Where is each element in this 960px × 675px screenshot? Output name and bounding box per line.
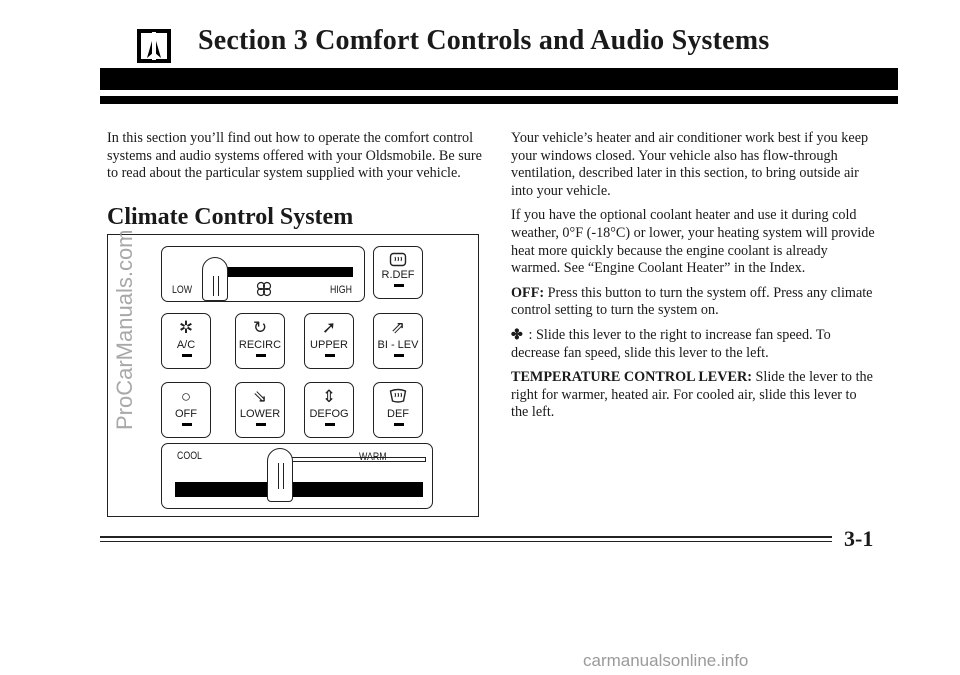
lower-vent-icon: ⇘ — [252, 387, 268, 406]
fan-icon: ✤ — [511, 326, 523, 343]
ventilation-paragraph: Your vehicle’s heater and air conditioner work best if you keep your windows closed. Your vehicle also has flow-through ventilation, described later in this section, to bring outside air into your vehicle. — [511, 130, 869, 199]
bilevel-icon: ⇗ — [390, 318, 406, 337]
footer-rule-thin — [100, 541, 832, 542]
coolant-heater-paragraph: If you have the optional coolant heater and use it during cold weather, 0°F (-18°C) or lower, your heating system will provide heat more quickly because the engine coolant is already warmed. See “Engine Coolant Heater” in the Index. — [511, 207, 875, 277]
section-title: Section 3 Comfort Controls and Audio Systems — [198, 25, 770, 56]
off-term: OFF: — [511, 284, 545, 301]
fan-description: : Slide this lever to the right to increase fan speed. To decrease fan speed, slide this lever to the left. — [511, 326, 831, 361]
rear-defrost-button[interactable] — [373, 246, 423, 299]
bilevel-button[interactable] — [373, 313, 423, 369]
defrost-icon — [389, 388, 407, 404]
fan-icon — [256, 281, 272, 297]
side-watermark: ProCarManuals.com — [112, 229, 137, 430]
defog-label: DEFOG — [309, 408, 349, 420]
recirc-button[interactable] — [235, 313, 285, 369]
temperature-term: TEMPERATURE CONTROL LEVER: — [511, 369, 752, 386]
page-number: 3-1 — [844, 526, 874, 551]
oldsmobile-logo — [136, 28, 172, 64]
lower-button[interactable] — [235, 382, 285, 438]
header-rule-thick — [100, 68, 898, 90]
recirc-indicator — [256, 354, 266, 357]
defog-icon: ⇕ — [321, 387, 337, 406]
defrost-indicator — [394, 423, 404, 426]
temperature-control — [161, 443, 433, 509]
fan-high-label: HIGH — [330, 284, 352, 296]
upper-vent-icon: ➚ — [321, 318, 337, 337]
rear-defrost-icon — [389, 252, 407, 268]
off-icon: ○ — [180, 387, 192, 406]
footer-rule — [100, 536, 832, 538]
bottom-watermark: carmanualsonline.info — [583, 651, 749, 670]
ac-button[interactable] — [161, 313, 211, 369]
recirc-icon: ↻ — [252, 318, 268, 337]
fan-paragraph — [511, 327, 876, 362]
intro-paragraph: In this section you’ll find out how to operate the comfort control systems and audio systems offered with your Oldsmobile. Be sure to read about the particular system supplied with your vehicle. — [107, 130, 482, 182]
off-button[interactable] — [161, 382, 211, 438]
temperature-paragraph — [511, 369, 876, 422]
off-paragraph — [511, 285, 876, 320]
temp-slider-track — [175, 482, 423, 497]
upper-button[interactable] — [304, 313, 354, 369]
upper-indicator — [325, 354, 335, 357]
right-column — [511, 130, 876, 429]
temp-slider-knob[interactable] — [267, 448, 293, 502]
temp-warm-label: WARM — [359, 451, 387, 463]
fan-slider-track — [214, 267, 353, 277]
defog-indicator — [325, 423, 335, 426]
fan-low-label: LOW — [172, 284, 193, 296]
defrost-label: DEF — [387, 408, 409, 420]
temp-cool-label: COOL — [177, 450, 202, 462]
defog-button[interactable] — [304, 382, 354, 438]
off-label: OFF — [175, 408, 197, 420]
off-indicator — [182, 423, 192, 426]
upper-label: UPPER — [310, 339, 348, 351]
climate-control-heading: Climate Control System — [107, 204, 354, 230]
bilevel-label: BI - LEV — [377, 339, 419, 351]
fan-speed-control — [161, 246, 365, 302]
recirc-label: RECIRC — [238, 339, 282, 351]
ac-label: A/C — [176, 339, 196, 351]
lower-indicator — [256, 423, 266, 426]
temp-scale — [286, 457, 426, 462]
temperature-description: Slide the lever to the right for warmer, heated air. For cooled air, slide this lever to the left. — [511, 369, 873, 421]
bilevel-indicator — [394, 354, 404, 357]
fan-slider-knob[interactable] — [202, 257, 228, 301]
defrost-button[interactable] — [373, 382, 423, 438]
ac-indicator — [182, 354, 192, 357]
off-description: Press this button to turn the system off. Press any climate control setting to turn the system on. — [511, 284, 873, 319]
climate-control-panel — [107, 234, 479, 517]
header-rule-thin — [100, 96, 898, 104]
snowflake-icon: ✲ — [178, 318, 194, 337]
rear-defrost-label: R.DEF — [381, 269, 415, 281]
rear-defrost-indicator — [394, 284, 404, 287]
lower-label: LOWER — [239, 408, 281, 420]
